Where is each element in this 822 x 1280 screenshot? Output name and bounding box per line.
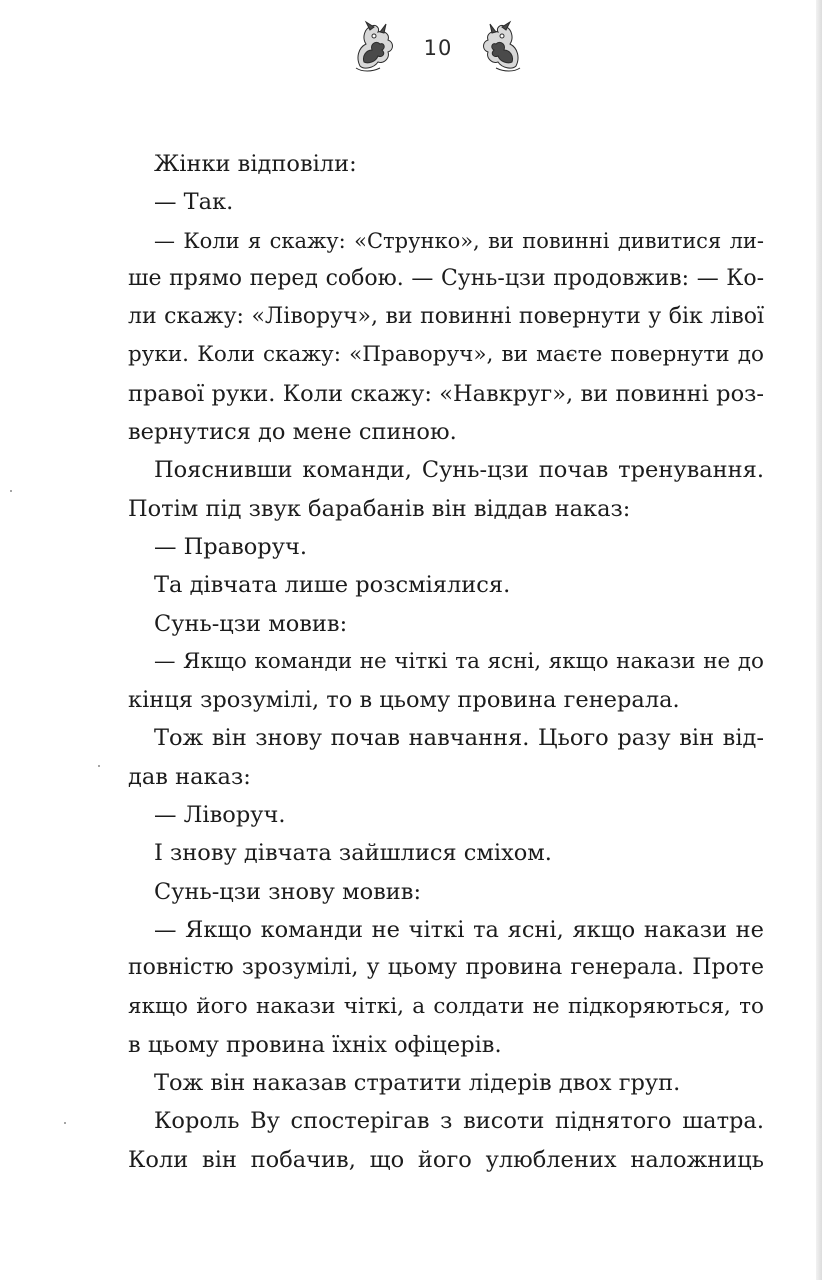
page-header [0, 14, 822, 78]
text-line: — Праворуч. [154, 533, 307, 560]
text-line: — Так. [154, 189, 234, 216]
body-text [128, 145, 764, 1179]
text-line: — Ліворуч. [154, 802, 286, 829]
text-line: — Коли я скажу: «Струнко», ви повинні дивитися ли- [154, 228, 764, 253]
text-line: Король Ву спостерігав з висоти піднятого шатра. [154, 1108, 764, 1135]
text-line: Сунь-цзи знову мовив: [154, 878, 422, 905]
text-line: Коли він побачив, що його улюблених наложниць [128, 1146, 764, 1173]
scan-speck [64, 1122, 66, 1124]
text-line: ше прямо перед собою. — Сунь-цзи продовжив: — Ко- [128, 265, 764, 291]
text-line: правої руки. Коли скажу: «Навкруг», ви повинні роз- [128, 380, 764, 407]
scan-speck [98, 765, 100, 767]
text-line: Пояснивши команди, Сунь-цзи почав тренування. [154, 457, 764, 484]
text-line: — Якщо команди не чіткі та ясні, якщо накази не [154, 916, 764, 943]
text-line: Тож він наказав стратити лідерів двох груп. [154, 1070, 681, 1097]
dragon-ornament-icon [350, 18, 400, 74]
text-line: Тож він знову почав навчання. Цього разу він від- [154, 725, 764, 752]
text-line: якщо його накази чіткі, а солдати не підкоряються, то [128, 993, 764, 1019]
text-line: — Якщо команди не чіткі та ясні, якщо накази не до [154, 648, 764, 674]
text-line: вернутися до мене спиною. [128, 419, 457, 446]
text-line: повністю зрозумілі, у цьому провина генерала. Проте [128, 955, 764, 981]
text-line: Та дівчата лише розсміялися. [154, 572, 511, 599]
page-number: 10 [423, 36, 453, 60]
text-line: кінця зрозумілі, то в цьому провина генерала. [128, 687, 680, 714]
text-line: дав наказ: [128, 763, 251, 790]
text-line: в цьому провина їхніх офіцерів. [128, 1031, 502, 1058]
text-line: ли скажу: «Ліворуч», ви повинні повернути у бік лівої [128, 304, 764, 330]
text-line: Сунь-цзи мовив: [154, 610, 348, 637]
text-line: Жінки відповіли: [154, 151, 357, 177]
text-line: Потім під звук барабанів він віддав наказ: [128, 495, 631, 522]
scan-speck [10, 490, 12, 492]
text-line: І знову дівчата зайшлися сміхом. [154, 840, 552, 867]
page-edge [816, 0, 822, 1280]
text-line: руки. Коли скажу: «Праворуч», ви маєте повернути до [128, 342, 764, 368]
dragon-ornament-icon [476, 18, 526, 74]
